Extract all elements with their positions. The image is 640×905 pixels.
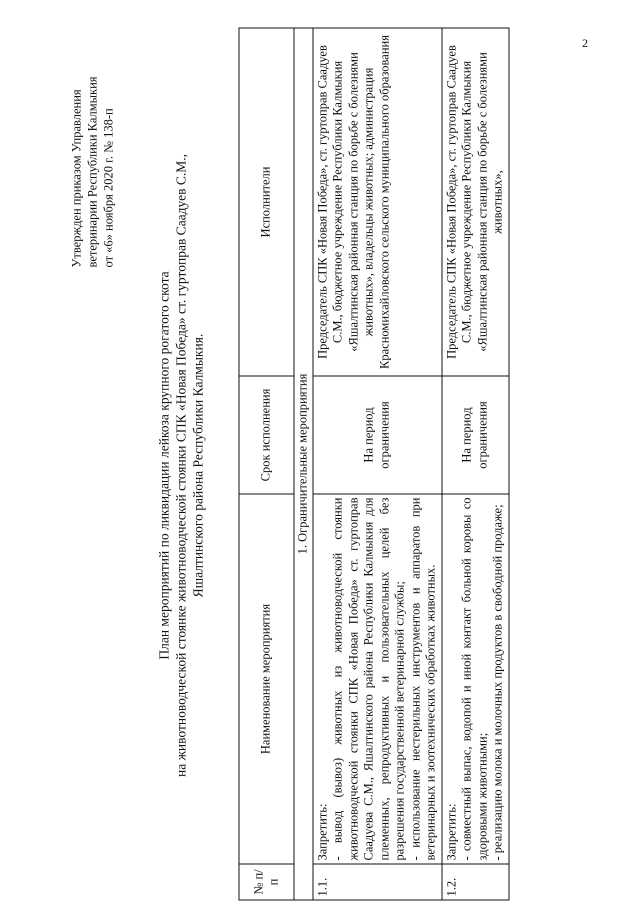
plan-title-line-3: Яшалтинского района Республики Калмыкия. bbox=[190, 333, 205, 597]
header-term: Срок исполнения bbox=[239, 376, 294, 494]
header-executors: Исполнители bbox=[239, 28, 294, 376]
row-number: 1.2. bbox=[441, 864, 508, 900]
plan-title-line-2: на животноводческой стоянке животноводческой стоянки СПК «Новая Победа» ст. гуртоправ Саадуев С.М., bbox=[173, 153, 188, 777]
measure-term: На период ограничения bbox=[312, 376, 441, 494]
measure-executors: Председатель СПК «Новая Победа», ст. гуртоправ Саадуев С.М., бюджетное учреждение Республики Калмыкия «Яшалтинская районная станция по борьбе с болезнями животных», bbox=[441, 28, 508, 376]
approval-line-1: Утвержден приказом Управления bbox=[69, 88, 83, 267]
approval-line-3: от «6» ноября 2020 г. № 138-п bbox=[101, 107, 115, 267]
measure-description bbox=[312, 494, 441, 864]
measure-line: - вывод (вывоз) животных из животноводческой стоянки животноводческой стоянки СПК «Новая Победа» ст. гуртоправ Саадуева С.М., Яшалтинского района Республики Калмыкия для племенных, репродуктивных и пользовательных целей без разрешения государственной ветеринарной службы; bbox=[330, 497, 406, 860]
measure-line: - реализацию молока и молочных продуктов в свободной продаже; bbox=[490, 503, 504, 860]
measure-term: На период ограничения bbox=[441, 376, 508, 494]
measure-line: - использование нестерильных инструментов и аппаратов при ветеринарных и зоотехнических обработках животных. bbox=[407, 497, 437, 860]
row-number: 1.1. bbox=[312, 864, 441, 900]
table-header-row bbox=[239, 28, 294, 900]
section-title: 1. Ограничительные мероприятия bbox=[294, 28, 313, 900]
measure-description bbox=[441, 494, 508, 864]
page-number: 2 bbox=[582, 36, 588, 50]
plan-title-line-1: План мероприятий по ликвидации лейкоза крупного рогатого скота bbox=[156, 270, 171, 660]
header-name: Наименование мероприятия bbox=[239, 494, 294, 864]
measures-table bbox=[238, 27, 509, 900]
approval-line-2: ветеринарии Республики Калмыкия bbox=[85, 75, 99, 267]
plan-title bbox=[155, 85, 206, 845]
table-row bbox=[441, 28, 508, 900]
measure-line: - совместный выпас, водопой и иной контакт больной коровы со здоровыми животными; bbox=[459, 497, 489, 860]
header-num: № п/п bbox=[239, 864, 294, 900]
measure-line: Запретить: bbox=[314, 803, 329, 860]
approval-stamp-block bbox=[68, 17, 116, 267]
section-row bbox=[294, 28, 313, 900]
measure-executors: Председатель СПК «Новая Победа», ст. гуртоправ Саадуев С.М., бюджетное учреждение Республики Калмыкия «Яшалтинская районная станция по борьбе с болезнями животных», владельцы животных; администрация Красномихайловского сельского муниципального образования bbox=[312, 28, 441, 376]
table-row bbox=[312, 28, 441, 900]
measure-line: Запретить: bbox=[443, 803, 458, 860]
